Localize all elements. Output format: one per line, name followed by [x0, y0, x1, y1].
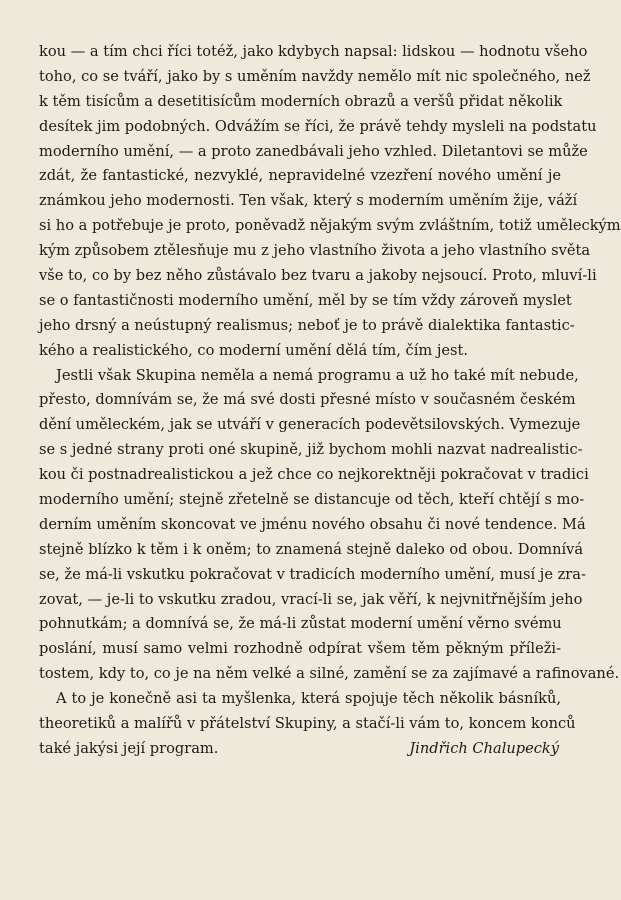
text-line: moderního umění, — a proto zanedbávali jeho vzhled. Diletantovi se může	[39, 142, 588, 160]
text-line: toho, co se tváří, jako by s uměním navždy nemělo mít nic společného, než	[39, 67, 591, 85]
text-line: moderního umění; stejně zřetelně se distancuje od těch, kteří chtějí s mo-	[39, 491, 585, 509]
text-line: derním uměním skoncovat ve jménu nového obsahu či nové tendence. Má	[39, 515, 586, 533]
text-line: A to je konečně asi ta myšlenka, která spojuje těch několik básníků,	[56, 690, 561, 708]
author-signature: Jindřich Chalupecký	[409, 739, 559, 757]
text-line: se s jedné strany proti oné skupině, již bychom mohli nazvat nadrealistic-	[39, 441, 583, 459]
text-line: kým způsobem ztělesňuje mu z jeho vlastního života a jeho vlastního světa	[39, 242, 591, 260]
text-line: kou či postnadrealistickou a jež chce co nejkorektněji pokračovat v tradici	[39, 466, 589, 484]
text-line: pohnutkám; a domnívá se, že má-li zůstat moderní umění věrno svému	[39, 615, 562, 633]
text-line: k těm tisícům a desetitisícům moderních obrazů a veršů přidat několik	[39, 92, 563, 110]
text-line: se, že má-li vskutku pokračovat v tradicích moderního umění, musí je zra-	[39, 565, 586, 583]
text-line: tostem, kdy to, co je na něm velké a silné, zamění se za zajímavé a rafinované.	[39, 665, 620, 683]
article-text	[39, 40, 621, 762]
closing-row	[39, 737, 561, 762]
text-line: známkou jeho modernosti. Ten však, který s moderním uměním žije, váží	[39, 192, 578, 210]
text-line: zovat, — je-li to vskutku zradou, vrací-li se, jak věří, k nejvnitřnějším jeho	[39, 590, 583, 608]
text-line: se o fantastičnosti moderního umění, měl by se tím vždy zároveň myslet	[39, 291, 572, 309]
text-line: Jestli však Skupina neměla a nemá programu a už ho také mít nebude,	[56, 366, 579, 384]
text-line: poslání, musí samo velmi rozhodně odpírat všem těm pěkným příleži-	[39, 640, 561, 658]
paragraph-2	[39, 364, 620, 688]
text-line: dění uměleckém, jak se utváří v generacích podevětsilovských. Vymezuje	[39, 416, 581, 434]
text-line: kou — a tím chci říci totéž, jako kdybych napsal: lidskou — hodnotu všeho	[39, 43, 588, 60]
text-line: si ho a potřebuje je proto, poněvadž nějakým svým zvláštním, totiž uměleckým	[39, 217, 621, 235]
text-line: jeho drsný a neústupný realismus; neboť je to právě dialektika fantastic-	[39, 316, 575, 334]
text-line: stejně blízko k těm i k oněm; to znamená stejně daleko od obou. Domnívá	[39, 540, 584, 558]
paragraph-3	[39, 687, 576, 762]
text-line: desítek jim podobných. Odvážím se říci, že právě tehdy mysleli na podstatu	[39, 117, 597, 135]
text-line: theoretiků a malířů v přátelství Skupiny, a stačí-li vám to, koncem konců	[39, 715, 576, 733]
text-line: kého a realistického, co moderní umění dělá tím, čím jest.	[39, 341, 468, 359]
text-line: také jakýsi její program.	[39, 739, 219, 757]
text-line: přesto, domnívám se, že má své dosti přesné místo v současném českém	[39, 391, 576, 409]
text-line: zdát, že fantastické, nezvyklé, nepravidelné vzezření nového umění je	[39, 167, 561, 185]
paragraph-1	[39, 40, 621, 364]
text-line: vše to, co by bez něho zůstávalo bez tvaru a jakoby nejsoucí. Proto, mluví-li	[39, 267, 597, 285]
